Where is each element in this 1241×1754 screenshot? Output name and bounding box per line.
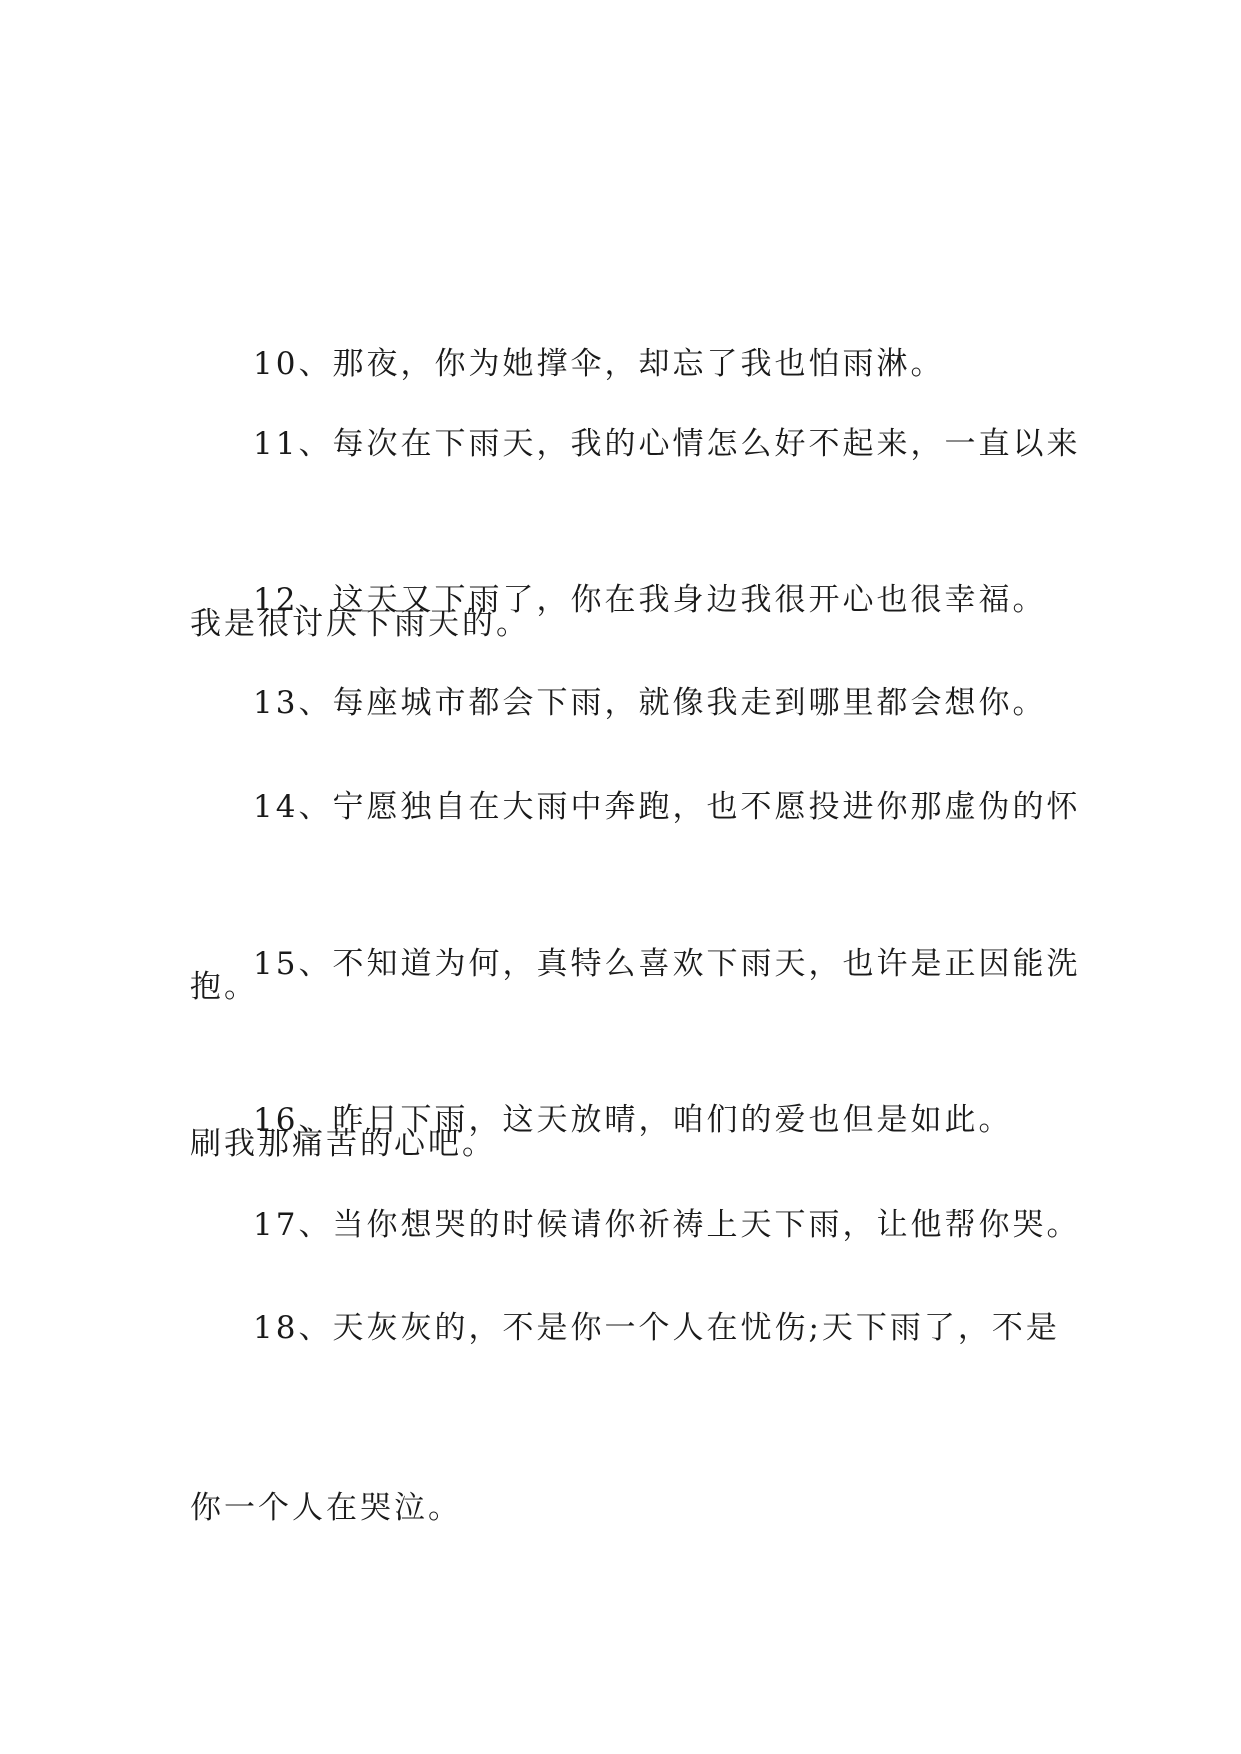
- paragraph-line: 18、天灰灰的，不是你一个人在忧伤;天下雨了，不是: [253, 1310, 1060, 1346]
- paragraph-line: 11、每次在下雨天，我的心情怎么好不起来，一直以来: [253, 426, 1081, 462]
- paragraph-line: 14、宁愿独自在大雨中奔跑，也不愿投进你那虚伪的怀: [253, 789, 1081, 825]
- paragraph-line: 你一个人在哭泣。: [190, 1490, 462, 1526]
- paragraph-line: 13、每座城市都会下雨，就像我走到哪里都会想你。: [253, 685, 1047, 721]
- paragraph-line: 抱。: [190, 969, 258, 1005]
- paragraph-line: 17、当你想哭的时候请你祈祷上天下雨，让他帮你哭。: [253, 1207, 1081, 1243]
- paragraph-line: 我是很讨厌下雨天的。: [190, 606, 530, 642]
- paragraph-line: 10、那夜，你为她撑伞，却忘了我也怕雨淋。: [253, 346, 945, 382]
- paragraph-line: 12、这天又下雨了，你在我身边我很开心也很幸福。: [253, 582, 1047, 618]
- paragraph-line: 刷我那痛苦的心吧。: [190, 1126, 496, 1162]
- paragraph-18: [190, 1178, 1081, 1658]
- paragraph-line: 16、昨日下雨，这天放晴，咱们的爱也但是如此。: [253, 1102, 1013, 1138]
- paragraph-line: 15、不知道为何，真特么喜欢下雨天，也许是正因能洗: [253, 946, 1081, 982]
